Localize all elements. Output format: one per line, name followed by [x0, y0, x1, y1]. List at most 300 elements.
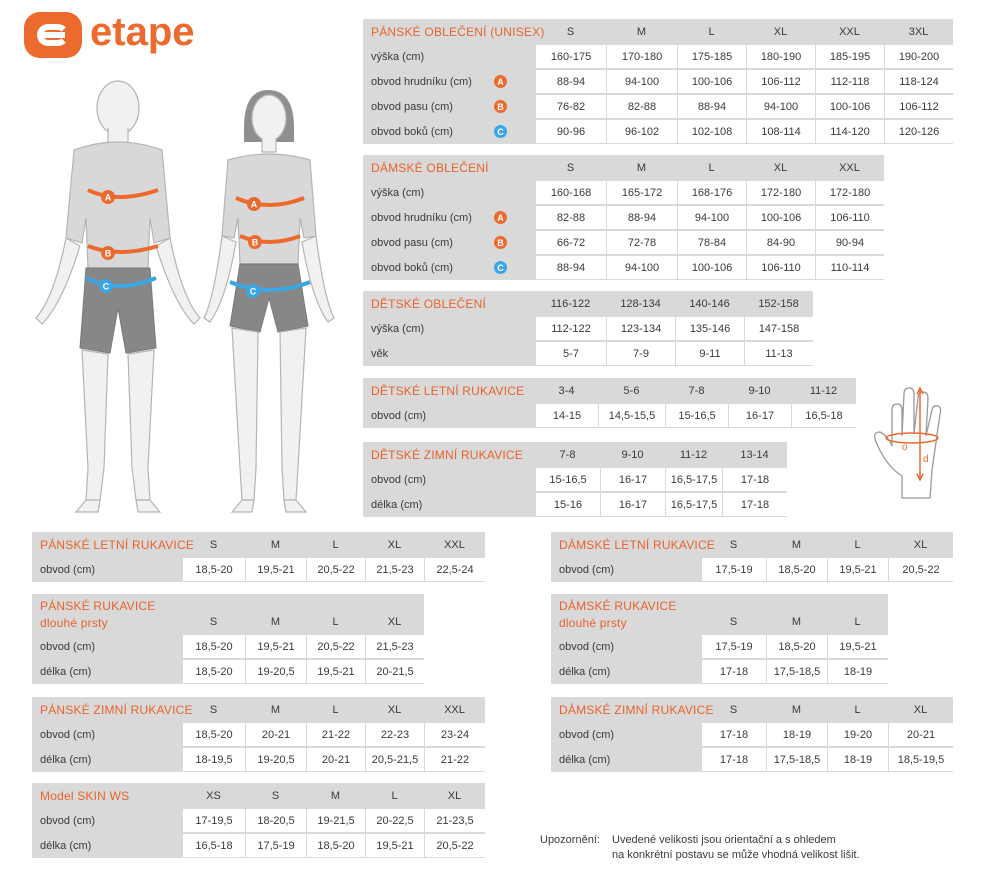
table-cell: 16-17 — [601, 493, 665, 516]
size-header: S — [209, 703, 218, 716]
row-label-text: výška (cm) — [371, 50, 425, 63]
table-cell: 19,5-21 — [828, 558, 888, 581]
row-label — [551, 722, 701, 747]
table-cell: 100-106 — [678, 70, 746, 93]
row-label-text: obvod pasu (cm) — [371, 236, 453, 249]
row-label-text: délka (cm) — [371, 498, 423, 511]
table-cell: 17-18 — [723, 468, 787, 491]
table-title — [32, 594, 182, 634]
marker-a-icon: A — [494, 75, 507, 88]
size-table-women — [363, 155, 884, 280]
note-line-2: na konkrétní postavu se může vhodná velikost lišit. — [612, 849, 860, 861]
table-cell: 16-17 — [601, 468, 665, 491]
row-label — [32, 634, 182, 659]
row-label-text: obvod boků (cm) — [371, 125, 453, 138]
table-cell: 170-180 — [607, 45, 677, 68]
size-header: S — [729, 703, 738, 716]
glove-label-o: o — [902, 442, 908, 453]
table-title — [551, 594, 701, 634]
row-label-text: obvod (cm) — [371, 473, 427, 486]
table-row — [32, 634, 424, 659]
table-cell: 135-146 — [676, 317, 744, 340]
table-cell: 18,5-20 — [183, 558, 245, 581]
size-header: L — [854, 703, 861, 716]
size-header: L — [708, 25, 715, 38]
table-cell: 82-88 — [536, 206, 606, 229]
table-title: Model SKIN WS — [40, 788, 130, 803]
table-row — [363, 44, 953, 69]
size-header: XL — [387, 538, 402, 551]
row-label — [551, 659, 701, 684]
table-cell: 15-16,5 — [536, 468, 600, 491]
table-cell: 18,5-20 — [307, 834, 365, 857]
table-row — [32, 722, 485, 747]
table-row — [32, 833, 485, 858]
marker-c-icon: C — [494, 125, 507, 138]
table-cell: 21,5-23 — [366, 635, 424, 658]
table-cell: 100-106 — [816, 95, 884, 118]
table-row — [32, 659, 424, 684]
size-header: L — [332, 703, 339, 716]
table-cell: 175-185 — [678, 45, 746, 68]
table-cell: 165-172 — [607, 181, 677, 204]
row-label-text: délka (cm) — [559, 665, 611, 678]
table-cell: 18-19 — [767, 723, 827, 746]
table-header-row — [32, 783, 485, 808]
table-cell: 160-168 — [536, 181, 606, 204]
size-header: M — [270, 703, 281, 716]
size-header: L — [854, 538, 861, 551]
table-title: DÁMSKÉ OBLEČENÍ — [371, 160, 489, 175]
table-cell: 106-112 — [885, 95, 953, 118]
size-header: M — [791, 703, 802, 716]
table-cell: 16-17 — [729, 404, 791, 427]
size-header: L — [332, 616, 339, 628]
table-cell: 21-22 — [425, 748, 485, 771]
marker-a-icon: A — [494, 211, 507, 224]
size-table-women-winter-gloves — [551, 697, 953, 772]
table-cell: 17-18 — [702, 660, 766, 683]
size-header: XS — [206, 789, 221, 802]
table-cell: 114-120 — [816, 120, 884, 143]
table-cell: 22-23 — [366, 723, 424, 746]
table-title: DĚTSKÉ LETNÍ RUKAVICE — [371, 383, 525, 398]
size-table-men-summer-gloves — [32, 532, 485, 582]
disclaimer-note — [540, 833, 860, 863]
size-table-women-summer-gloves — [551, 532, 953, 582]
table-cell: 94-100 — [607, 70, 677, 93]
size-header: 152-158 — [758, 297, 799, 310]
table-cell: 17,5-19 — [702, 635, 766, 658]
logo-badge-icon — [24, 12, 82, 58]
table-cell: 123-134 — [607, 317, 675, 340]
table-cell: 20,5-21,5 — [366, 748, 424, 771]
row-label-text: délka (cm) — [40, 839, 92, 852]
table-cell: 17,5-18,5 — [767, 660, 827, 683]
marker-c-icon: C — [494, 261, 507, 274]
table-cell: 112-122 — [536, 317, 606, 340]
size-header: 9-10 — [621, 448, 644, 461]
size-header: S — [209, 616, 218, 628]
table-cell: 20,5-22 — [889, 558, 953, 581]
row-label — [363, 255, 535, 280]
table-row — [32, 557, 485, 582]
table-title: DÁMSKÉ ZIMNÍ RUKAVICE — [559, 702, 714, 717]
table-header-row — [32, 532, 485, 557]
row-label — [363, 119, 535, 144]
size-header: 13-14 — [740, 448, 769, 461]
table-cell: 66-72 — [536, 231, 606, 254]
row-label-text: obvod (cm) — [40, 563, 96, 576]
table-cell: 17-18 — [723, 493, 787, 516]
row-label-text: obvod hrudníku (cm) — [371, 211, 472, 224]
size-header: XL — [773, 161, 788, 174]
size-table-men-unisex — [363, 19, 953, 144]
size-header: XL — [447, 789, 462, 802]
table-cell: 18,5-20 — [183, 660, 245, 683]
table-header-row — [551, 532, 953, 557]
size-header: S — [209, 538, 218, 551]
table-cell: 15-16,5 — [666, 404, 728, 427]
row-label-text: obvod (cm) — [559, 640, 615, 653]
size-header: XXL — [444, 538, 465, 551]
glove-label-d: d — [923, 454, 929, 465]
marker-b-icon: B — [494, 236, 507, 249]
table-row — [551, 659, 888, 684]
size-table-men-long-gloves — [32, 594, 424, 684]
table-cell: 82-88 — [607, 95, 677, 118]
row-label — [363, 94, 535, 119]
table-cell: 17-19,5 — [183, 809, 245, 832]
table-title: PÁNSKÉ LETNÍ RUKAVICE — [40, 537, 195, 552]
table-cell: 102-108 — [678, 120, 746, 143]
male-marker-a: A — [104, 192, 112, 203]
size-header: L — [391, 789, 398, 802]
table-row — [551, 747, 953, 772]
table-cell: 100-106 — [678, 256, 746, 279]
table-cell: 19,5-21 — [307, 660, 365, 683]
table-cell: 88-94 — [536, 256, 606, 279]
table-cell: 18,5-20 — [183, 635, 245, 658]
female-marker-c: C — [249, 286, 257, 297]
table-row — [551, 557, 953, 582]
table-row — [363, 69, 953, 94]
size-header: S — [729, 538, 738, 551]
row-label-text: délka (cm) — [40, 665, 92, 678]
table-cell: 18,5-20 — [767, 558, 827, 581]
table-cell: 11-13 — [745, 342, 813, 365]
row-label-text: věk — [371, 347, 389, 360]
table-cell: 9-11 — [676, 342, 744, 365]
size-header: 3-4 — [558, 384, 575, 397]
row-label-text: obvod (cm) — [559, 563, 615, 576]
table-cell: 19-20 — [828, 723, 888, 746]
table-row — [363, 180, 884, 205]
size-header: 9-10 — [748, 384, 771, 397]
row-label — [363, 230, 535, 255]
row-label — [551, 747, 701, 772]
size-header: S — [729, 616, 738, 628]
row-label-text: obvod (cm) — [40, 814, 96, 827]
table-row — [32, 747, 485, 772]
table-cell: 19,5-21 — [366, 834, 424, 857]
table-cell: 14,5-15,5 — [599, 404, 665, 427]
row-label — [363, 316, 535, 341]
size-header: 140-146 — [689, 297, 730, 310]
female-figure — [204, 90, 334, 512]
table-cell: 23-24 — [425, 723, 485, 746]
table-cell: 17,5-19 — [702, 558, 766, 581]
row-label-text: délka (cm) — [559, 753, 611, 766]
row-label — [363, 180, 535, 205]
table-cell: 78-84 — [678, 231, 746, 254]
table-header-row — [32, 697, 485, 722]
table-cell: 172-180 — [816, 181, 884, 204]
size-header: S — [566, 161, 575, 174]
row-label — [32, 722, 182, 747]
table-title: PÁNSKÉ OBLEČENÍ (UNISEX) — [371, 24, 545, 39]
table-cell: 94-100 — [747, 95, 815, 118]
table-cell: 16,5-17,5 — [666, 468, 722, 491]
size-header: XL — [913, 538, 928, 551]
size-header: L — [708, 161, 715, 174]
row-label-text: obvod hrudníku (cm) — [371, 75, 472, 88]
male-marker-c: C — [102, 281, 110, 292]
row-label-text: výška (cm) — [371, 322, 425, 335]
table-cell: 18,5-19,5 — [889, 748, 953, 771]
table-cell: 106-112 — [747, 70, 815, 93]
table-cell: 19,5-21 — [246, 635, 306, 658]
table-cell: 94-100 — [678, 206, 746, 229]
row-label-text: výška (cm) — [371, 186, 425, 199]
table-title-text: PÁNSKÉ RUKAVICE — [40, 598, 156, 613]
table-row — [32, 808, 485, 833]
size-header: 3XL — [908, 25, 929, 38]
size-header: XL — [913, 703, 928, 716]
table-cell: 16,5-17,5 — [666, 493, 722, 516]
table-cell: 118-124 — [885, 70, 953, 93]
row-label — [363, 69, 535, 94]
size-header: M — [330, 789, 341, 802]
row-label — [363, 341, 535, 366]
table-row — [363, 403, 856, 428]
size-header: 5-6 — [623, 384, 640, 397]
table-cell: 147-158 — [745, 317, 813, 340]
table-cell: 16,5-18 — [183, 834, 245, 857]
size-header: M — [636, 25, 647, 38]
male-figure — [36, 81, 200, 512]
row-label — [363, 205, 535, 230]
size-header: 7-8 — [688, 384, 705, 397]
size-header: XL — [773, 25, 788, 38]
table-cell: 21,5-23 — [366, 558, 424, 581]
row-label — [32, 833, 182, 858]
table-cell: 160-175 — [536, 45, 606, 68]
row-label — [551, 634, 701, 659]
table-cell: 18-20,5 — [246, 809, 306, 832]
row-label-text: délka (cm) — [40, 753, 92, 766]
size-header: 128-134 — [620, 297, 661, 310]
table-cell: 20-21 — [307, 748, 365, 771]
row-label — [32, 557, 182, 582]
table-title: DÁMSKÉ LETNÍ RUKAVICE — [559, 537, 716, 552]
table-title: DĚTSKÉ ZIMNÍ RUKAVICE — [371, 447, 523, 462]
table-subtitle-text: dlouhé prsty — [559, 615, 627, 630]
table-cell: 14-15 — [536, 404, 598, 427]
table-cell: 20-21,5 — [366, 660, 424, 683]
row-label-text: obvod (cm) — [40, 640, 96, 653]
table-cell: 168-176 — [678, 181, 746, 204]
size-header: L — [332, 538, 339, 551]
table-cell: 110-114 — [816, 256, 884, 279]
table-cell: 90-96 — [536, 120, 606, 143]
table-cell: 88-94 — [536, 70, 606, 93]
table-cell: 100-106 — [747, 206, 815, 229]
size-header: XXL — [839, 161, 860, 174]
table-cell: 108-114 — [747, 120, 815, 143]
table-cell: 20,5-22 — [425, 834, 485, 857]
table-header-row — [363, 442, 787, 467]
table-cell: 106-110 — [747, 256, 815, 279]
table-cell: 112-118 — [816, 70, 884, 93]
table-row — [551, 722, 953, 747]
table-header-row — [363, 155, 884, 180]
table-cell: 185-195 — [816, 45, 884, 68]
table-row — [363, 205, 884, 230]
row-label — [363, 44, 535, 69]
table-cell: 18-19,5 — [183, 748, 245, 771]
table-cell: 17-18 — [702, 748, 766, 771]
table-cell: 20,5-22 — [307, 558, 365, 581]
size-header: 7-8 — [559, 448, 576, 461]
size-header: 11-12 — [809, 384, 838, 397]
row-label — [363, 492, 535, 517]
table-row — [363, 230, 884, 255]
size-header: M — [636, 161, 647, 174]
size-table-kids — [363, 291, 813, 366]
table-cell: 72-78 — [607, 231, 677, 254]
note-label: Upozornění: — [540, 834, 600, 846]
table-cell: 15-16 — [536, 493, 600, 516]
table-cell: 19,5-21 — [828, 635, 888, 658]
female-marker-b: B — [251, 237, 259, 248]
table-cell: 19-20,5 — [246, 660, 306, 683]
table-cell: 18,5-20 — [767, 635, 827, 658]
table-cell: 19,5-21 — [246, 558, 306, 581]
size-header: XL — [387, 703, 402, 716]
table-cell: 88-94 — [678, 95, 746, 118]
table-row — [363, 316, 813, 341]
table-subtitle-text: dlouhé prsty — [40, 615, 108, 630]
size-header: XXL — [444, 703, 465, 716]
size-header: L — [854, 616, 861, 628]
table-cell: 88-94 — [607, 206, 677, 229]
logo-wordmark: etape — [90, 10, 195, 54]
size-table-women-long-gloves — [551, 594, 888, 684]
table-title: PÁNSKÉ ZIMNÍ RUKAVICE — [40, 702, 193, 717]
table-header-row — [363, 378, 856, 403]
table-cell: 20-21 — [889, 723, 953, 746]
table-header-row — [32, 594, 424, 634]
row-label-text: obvod (cm) — [559, 728, 615, 741]
table-row — [363, 119, 953, 144]
table-header-row — [551, 594, 888, 634]
row-label — [32, 808, 182, 833]
marker-b-icon: B — [494, 100, 507, 113]
size-header: 11-12 — [679, 448, 708, 461]
table-cell: 22,5-24 — [425, 558, 485, 581]
row-label — [32, 659, 182, 684]
table-row — [363, 255, 884, 280]
table-cell: 20,5-22 — [307, 635, 365, 658]
size-header: M — [270, 616, 281, 628]
table-cell: 120-126 — [885, 120, 953, 143]
table-cell: 18-19 — [828, 748, 888, 771]
table-cell: 20-22,5 — [366, 809, 424, 832]
table-cell: 90-94 — [816, 231, 884, 254]
table-row — [363, 467, 787, 492]
table-row — [363, 94, 953, 119]
table-cell: 17,5-19 — [246, 834, 306, 857]
table-header-row — [363, 291, 813, 316]
glove-measure-illustration — [868, 380, 950, 504]
table-cell: 106-110 — [816, 206, 884, 229]
table-cell: 18,5-20 — [183, 723, 245, 746]
row-label — [32, 747, 182, 772]
table-cell: 84-90 — [747, 231, 815, 254]
table-title-text: DÁMSKÉ RUKAVICE — [559, 598, 677, 613]
size-table-kids-winter-gloves — [363, 442, 787, 517]
table-cell: 18-19 — [828, 660, 888, 683]
size-table-skin-ws — [32, 783, 485, 858]
size-header: S — [271, 789, 280, 802]
size-header: XXL — [839, 25, 860, 38]
male-marker-b: B — [104, 248, 112, 259]
size-table-men-winter-gloves — [32, 697, 485, 772]
etape-logo — [24, 12, 234, 60]
table-row — [363, 492, 787, 517]
row-label-text: obvod pasu (cm) — [371, 100, 453, 113]
table-cell: 7-9 — [607, 342, 675, 365]
table-cell: 96-102 — [607, 120, 677, 143]
table-cell: 94-100 — [607, 256, 677, 279]
table-row — [363, 341, 813, 366]
row-label-text: obvod boků (cm) — [371, 261, 453, 274]
table-header-row — [363, 19, 953, 44]
table-cell: 17-18 — [702, 723, 766, 746]
size-header: M — [791, 538, 802, 551]
size-header: M — [270, 538, 281, 551]
table-cell: 21-23,5 — [425, 809, 485, 832]
row-label-text: obvod (cm) — [371, 409, 427, 422]
table-cell: 20-21 — [246, 723, 306, 746]
size-header: XL — [387, 616, 402, 628]
table-cell: 17,5-18,5 — [767, 748, 827, 771]
table-cell: 19-20,5 — [246, 748, 306, 771]
row-label — [363, 467, 535, 492]
table-cell: 21-22 — [307, 723, 365, 746]
table-cell: 172-180 — [747, 181, 815, 204]
table-cell: 180-190 — [747, 45, 815, 68]
table-cell: 19-21,5 — [307, 809, 365, 832]
row-label — [551, 557, 701, 582]
table-header-row — [551, 697, 953, 722]
size-header: 116-122 — [550, 297, 591, 310]
note-line-1: Uvedené velikosti jsou orientační a s ohledem — [612, 834, 836, 846]
size-header: M — [791, 616, 802, 628]
female-marker-a: A — [250, 199, 258, 210]
row-label-text: obvod (cm) — [40, 728, 96, 741]
